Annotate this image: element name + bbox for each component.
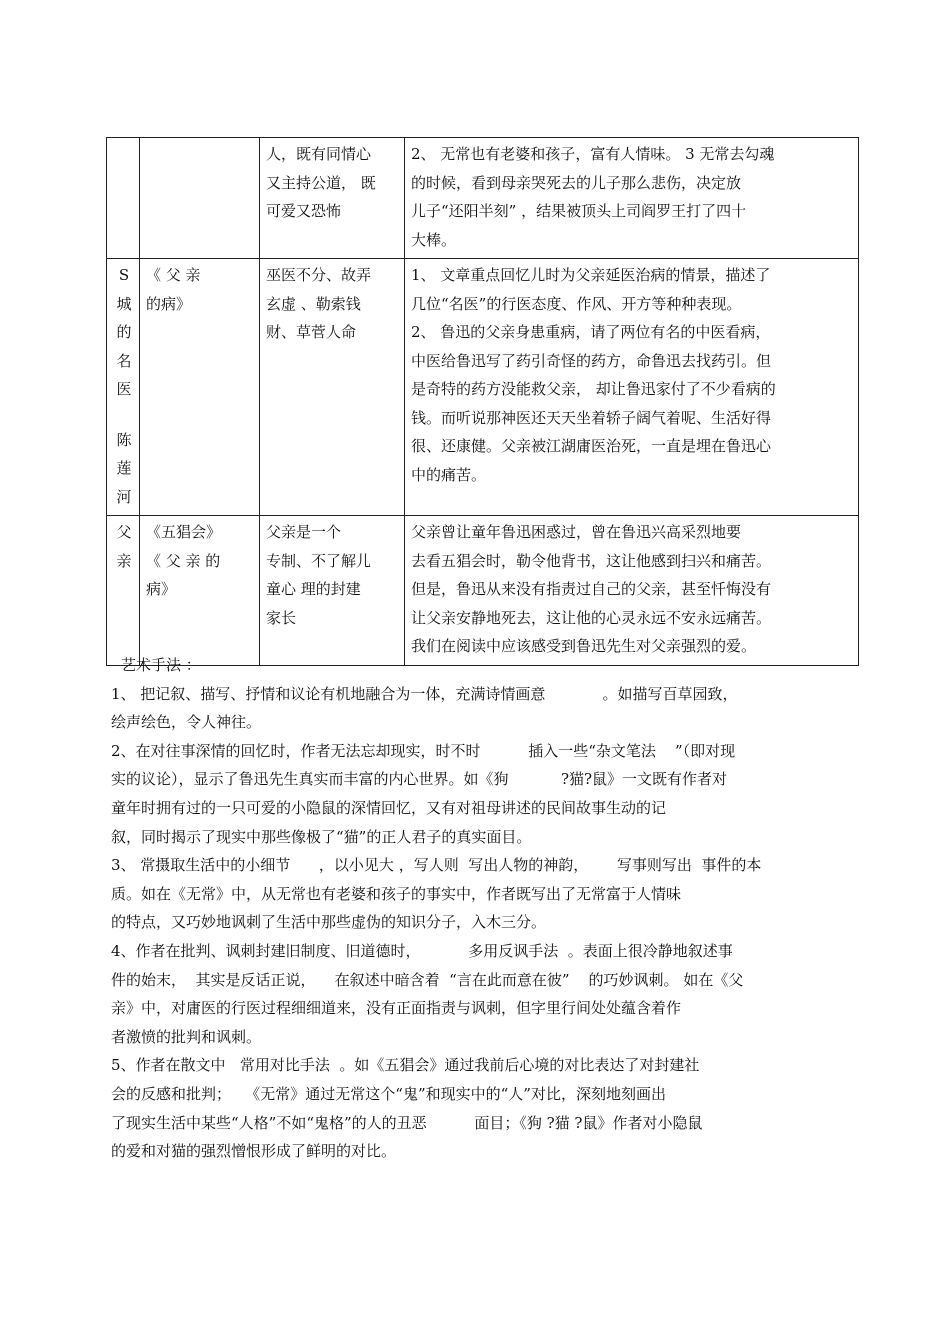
table-row bbox=[107, 516, 859, 666]
subject-char: 亲 bbox=[116, 551, 132, 570]
paragraph-line: 叙，同时揭示了现实中那些像极了“猫”的正人君子的真实面目。 bbox=[111, 827, 532, 846]
paragraph-line: 实的议论），显示了鲁迅先生真实而丰富的内心世界。如《狗 ?猫?鼠》一文既有作者对 bbox=[111, 770, 728, 789]
work-title-cell: 《 父 亲 的病》 bbox=[140, 259, 260, 516]
art-paragraph bbox=[111, 737, 841, 851]
subject-char bbox=[113, 404, 135, 426]
subject-char: 医 bbox=[116, 380, 132, 398]
row-subject-cell bbox=[107, 516, 140, 666]
content-table bbox=[106, 137, 859, 666]
paragraph-line: 者激愤的批判和讽刺。 bbox=[111, 1027, 262, 1046]
paragraph-line: 的特点，又巧妙地讽刺了生活中那些虚伪的知识分子，入木三分。 bbox=[111, 913, 547, 932]
art-paragraph bbox=[111, 937, 841, 1051]
feature-cell: 父亲是一个 专制、不了解儿 童心 理的封建 家长 bbox=[260, 516, 405, 666]
paragraph-line: 会的反感和批判； 《无常》通过无常这个“鬼”和现实中的“人”对比，深刻地刻画出 bbox=[111, 1084, 666, 1103]
art-paragraph bbox=[111, 680, 841, 737]
subject-char: 父 bbox=[116, 523, 132, 541]
subject-char: 河 bbox=[116, 487, 132, 506]
art-section bbox=[111, 651, 841, 1166]
description-cell: 1、 文章重点回忆儿时为父亲延医治病的情景，描述了 几位“名医”的行医态度、作风、开方等种种表现。 2、 鲁迅的父亲身患重病，请了两位有名的中医看病， 中医给鲁迅写了药引奇怪的药方，命鲁迅去找药引。但 是奇特的药方没能救父亲， 却让鲁迅家付了不少看病的 钱。而听说那神医还天天坐着轿子阔气着呢、生活好得 很、还康健。父亲被江湖庸医治死，一直是埋在鲁迅心 中的痛苦。 bbox=[405, 259, 859, 516]
paragraph-line: 3、 常摄取生活中的小细节 ，以小见大 ，写人则 写出人物的神韵， 写事则写出 事件的本 bbox=[111, 856, 762, 875]
paragraph-line: 的爱和对猫的强烈憎恨形成了鲜明的对比。 bbox=[111, 1142, 397, 1161]
art-paragraph bbox=[111, 1051, 841, 1165]
subject-char: S bbox=[118, 266, 130, 284]
work-title-cell bbox=[140, 138, 260, 259]
work-title-cell: 《五猖会》 《 父 亲 的 病》 bbox=[140, 516, 260, 666]
table-row bbox=[107, 259, 859, 516]
paragraph-line: 件的始末， 其实是反话正说， 在叙述中暗含着 “言在此而意在彼” 的巧妙讽刺。 如在《父 bbox=[111, 970, 744, 989]
feature-cell: 人，既有同情心 又主持公道， 既 可爱又恐怖 bbox=[260, 138, 405, 259]
art-paragraph bbox=[111, 851, 841, 937]
subject-char: 城 bbox=[116, 294, 132, 313]
description-cell: 父亲曾让童年鲁迅困惑过，曾在鲁迅兴高采烈地要 去看五猖会时，勒令他背书，这让他感到扫兴和痛苦。 但是，鲁迅从来没有指责过自己的父亲，甚至忏悔没有 让父亲安静地死去，这让他的心灵永远不安永远痛苦。 我们在阅读中应该感受到鲁迅先生对父亲强烈的爱。 bbox=[405, 516, 859, 666]
paragraph-line: 1、 把记叙、描写、抒情和议论有机地融合为一体，充满诗情画意 。如描写百草园致， bbox=[111, 684, 738, 703]
subject-char: 名 bbox=[116, 351, 132, 370]
paragraph-line: 5、作者在散文中 常用对比手法 。如《五猖会》通过我前后心境的对比表达了对封建社 bbox=[111, 1056, 700, 1075]
subject-char: 的 bbox=[116, 323, 132, 341]
feature-cell: 巫医不分、故弄 玄虚 、勒索钱 财、草菅人命 bbox=[260, 259, 405, 516]
description-cell: 2、 无常也有老婆和孩子，富有人情味。 3 无常去勾魂 的时候，看到母亲哭死去的儿子那么悲伤，决定放 儿子“还阳半刻” ，结果被顶头上司阎罗王打了四十 大棒。 bbox=[405, 138, 859, 259]
paragraph-line: 2、在对往事深情的回忆时，作者无法忘却现实，时不时 插入一些“杂文笔法 ”（即对现 bbox=[111, 741, 736, 760]
row-subject-cell bbox=[107, 138, 140, 259]
paragraph-line: 了现实生活中某些“人格”不如“鬼格”的人的丑恶 面目；《狗 ?猫 ?鼠》作者对小隐鼠 bbox=[111, 1113, 703, 1132]
paragraph-line: 绘声绘色，令人神往。 bbox=[111, 713, 262, 732]
art-heading: 艺术手法 ： bbox=[121, 656, 201, 674]
paragraph-line: 亲》中，对庸医的行医过程细细道来，没有正面指责与讽刺，但字里行间处处蕴含着作 bbox=[111, 999, 682, 1018]
paragraph-line: 4、作者在批判、讽刺封建旧制度、旧道德时， 多用反讽手法 。表面上很冷静地叙述事 bbox=[111, 941, 733, 960]
paragraph-line: 质。如在《无常》中，从无常也有老婆和孩子的事实中，作者既写出了无常富于人情味 bbox=[111, 884, 682, 903]
paragraph-line: 童年时拥有过的一只可爱的小隐鼠的深情回忆，又有对祖母讲述的民间故事生动的记 bbox=[111, 798, 667, 817]
subject-char: 陈 bbox=[116, 430, 132, 449]
subject-char: 莲 bbox=[116, 459, 132, 477]
art-paragraphs bbox=[111, 680, 841, 1166]
row-subject-cell bbox=[107, 259, 140, 516]
table-row bbox=[107, 138, 859, 259]
